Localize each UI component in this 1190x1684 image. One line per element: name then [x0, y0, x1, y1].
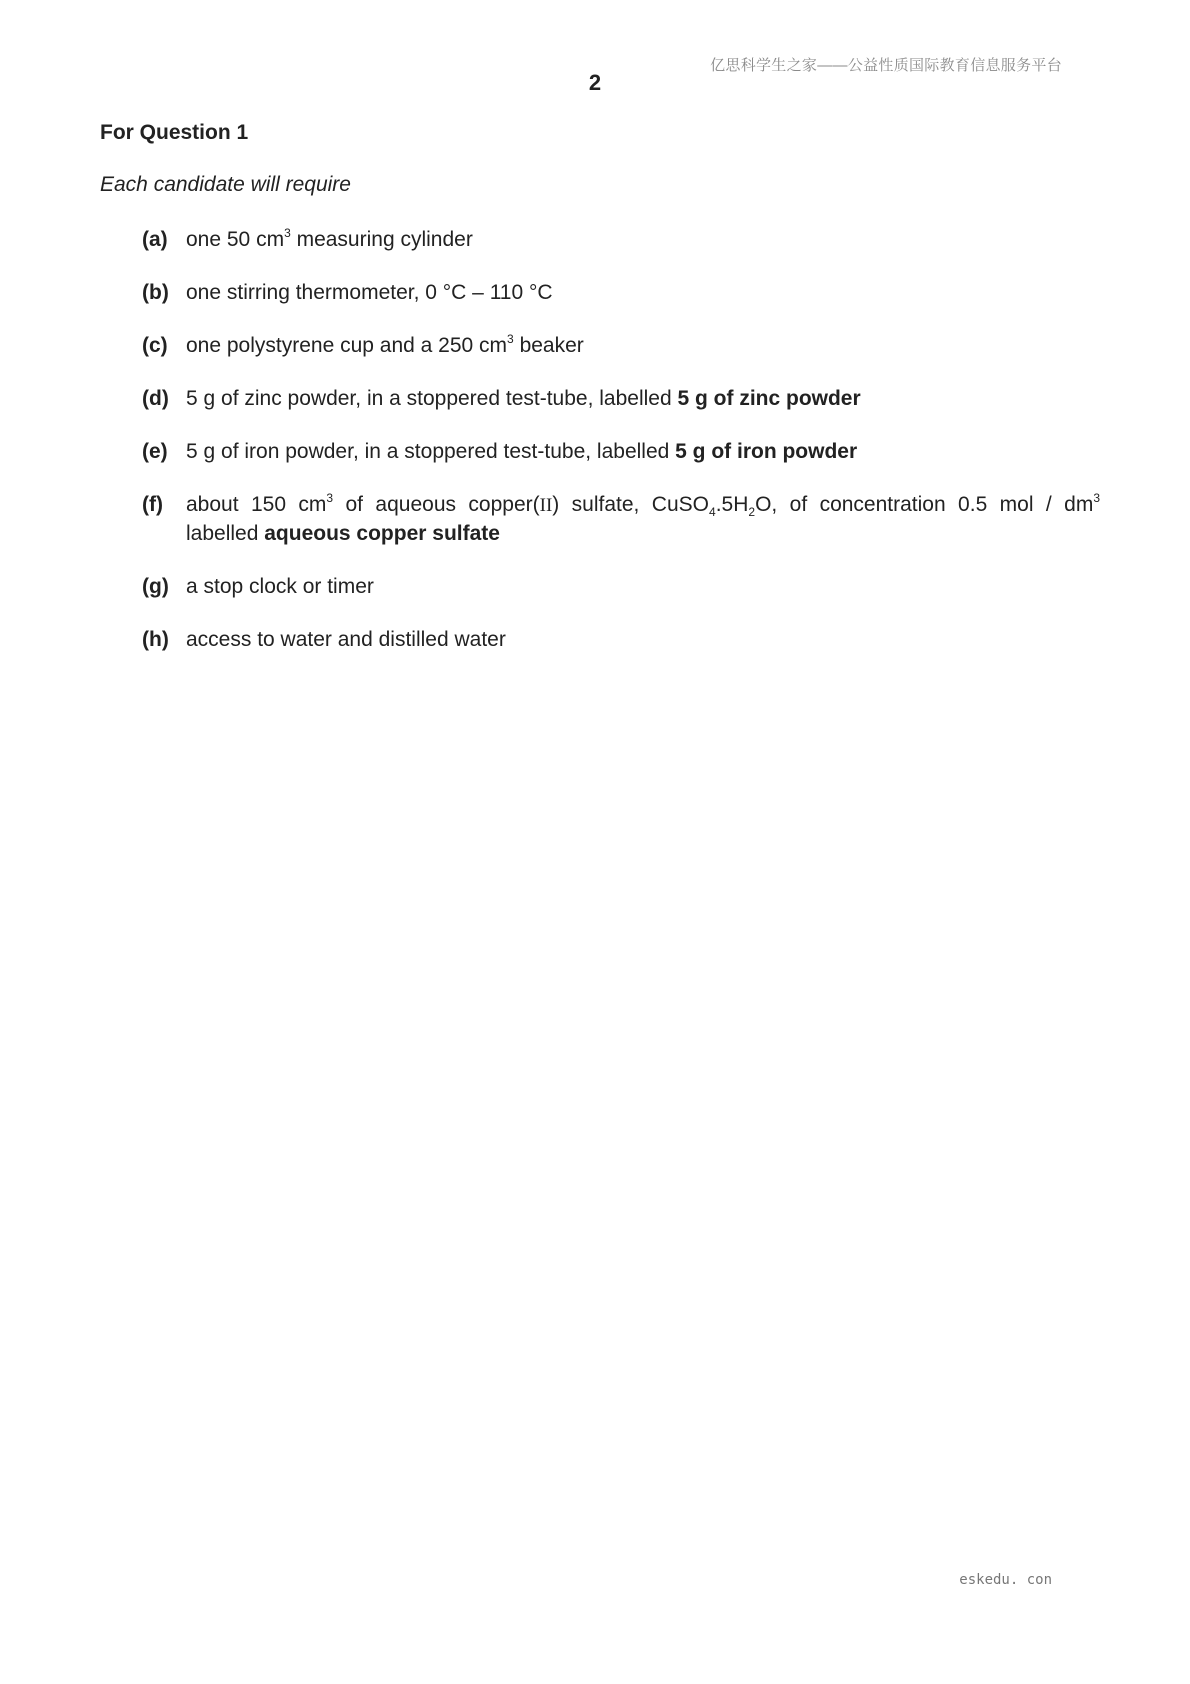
list-item-a: [142, 226, 1100, 254]
item-text: a stop clock or timer: [186, 575, 374, 598]
page-number: 2: [588, 70, 602, 95]
list-item-b: [142, 279, 1100, 307]
requirements-list: [142, 226, 1100, 679]
list-item-f: [142, 491, 1100, 548]
item-label: (h): [142, 628, 169, 651]
item-label: (f): [142, 493, 163, 516]
item-label: (d): [142, 387, 169, 410]
item-text: one polystyrene cup and a 250 $cm^3$ beaker: [186, 332, 584, 357]
footer-site: eskedu. con: [959, 1572, 1052, 1588]
item-label: (g): [142, 575, 169, 598]
item-text: one stirring thermometer, 0 °C – 110 °C: [186, 281, 553, 304]
item-line-2: labelled aqueous copper sulfate: [186, 522, 500, 545]
list-item-h: [142, 626, 1100, 654]
item-line-1: about 150 $cm^3$ of aqueous copper(II) sulfate, $CuSO_4.5H_2O$, of concentration 0.5 mol / $dm^3$: [186, 491, 1101, 519]
section-intro: Each candidate will require: [100, 173, 351, 196]
watermark-text: 亿思科学生之家——公益性质国际教育信息服务平台: [710, 57, 1062, 74]
item-label-bold: 5 g of iron powder: [675, 440, 858, 463]
item-label: (c): [142, 334, 168, 357]
list-item-g: [142, 573, 1100, 601]
item-text: 5 g of iron powder, in a stoppered test-tube, labelled 5 g of iron powder: [186, 440, 858, 463]
list-item-d: [142, 385, 1100, 413]
section-heading: For Question 1: [100, 121, 249, 144]
item-text: one 50 $cm^3$ measuring cylinder: [186, 226, 473, 251]
item-label: (a): [142, 228, 168, 251]
item-text: access to water and distilled water: [186, 628, 506, 651]
item-text: 5 g of zinc powder, in a stoppered test-tube, labelled 5 g of zinc powder: [186, 387, 861, 410]
item-label: (b): [142, 281, 169, 304]
item-label: (e): [142, 440, 168, 463]
list-item-c: [142, 332, 1100, 360]
list-item-e: [142, 438, 1100, 466]
item-label-bold: 5 g of zinc powder: [677, 387, 861, 410]
item-label-bold: aqueous copper sulfate: [264, 522, 500, 545]
item-text: [186, 491, 1100, 548]
